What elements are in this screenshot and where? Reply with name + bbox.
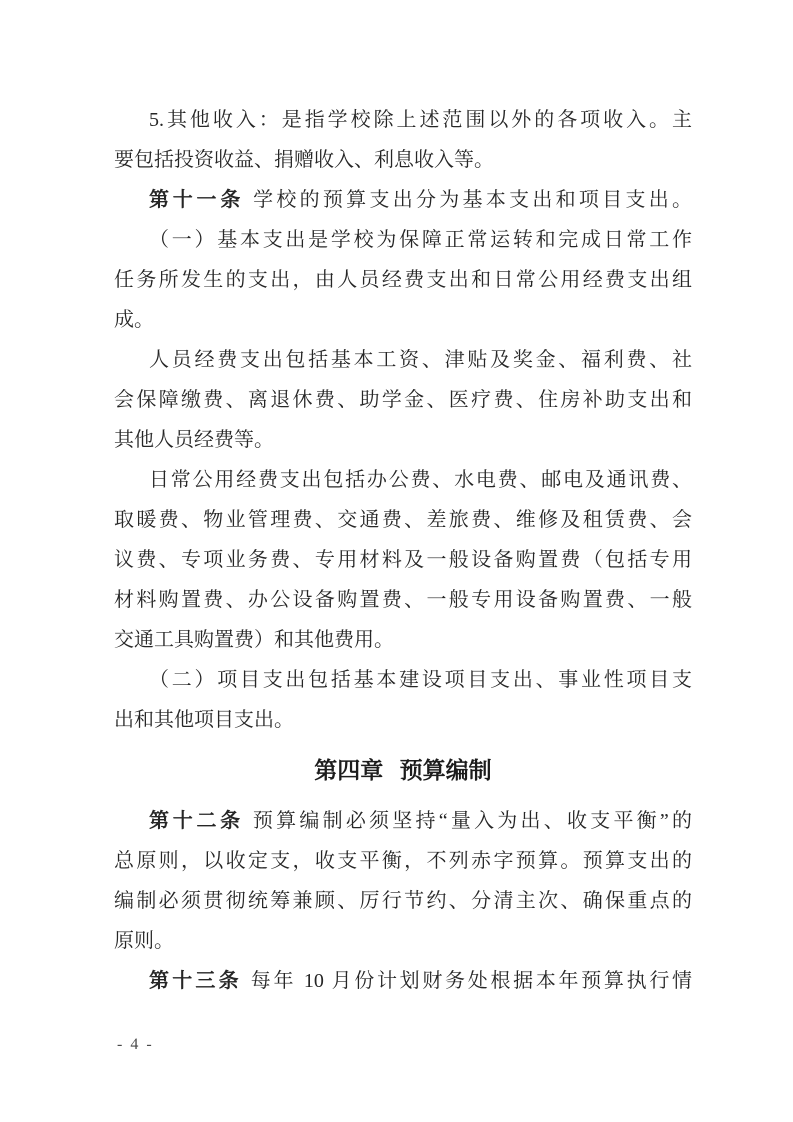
article-13-text: 每年 10 月份计划财务处根据本年预算执行情 (250, 970, 693, 992)
text-line-personnel-expense-3: 其他人员经费等。 (114, 429, 274, 451)
text-line-project-expense-2: 出和其他项目支出。 (114, 709, 294, 731)
text-line-basic-expense-2: 任务所发生的支出，由人员经费支出和日常公用经费支出组 (114, 269, 692, 291)
chapter-heading: 第四章 预算编制 (314, 757, 492, 783)
article-11-number: 第十一条 (149, 189, 245, 211)
text-line-basic-expense-3: 成。 (114, 309, 154, 331)
text-line-article-11 (114, 180, 692, 220)
text-line-daily-expense-1: 日常公用经费支出包括办公费、水电费、邮电及通讯费、 (149, 469, 692, 491)
text-line-project-expense-1: （二）项目支出包括基本建设项目支出、事业性项目支 (149, 669, 692, 691)
document-body (114, 100, 692, 1001)
text-line-article-12-3: 编制必须贯彻统筹兼顾、厉行节约、分清主次、确保重点的 (114, 890, 692, 912)
article-12-number: 第十二条 (149, 810, 244, 832)
text-line-other-income-1: 5.其他收入：是指学校除上述范围以外的各项收入。主 (149, 109, 692, 131)
text-line-basic-expense-1: （一）基本支出是学校为保障正常运转和完成日常工作 (149, 229, 692, 251)
article-11-text: 学校的预算支出分为基本支出和项目支出。 (253, 189, 693, 211)
article-12-text: 预算编制必须坚持“量入为出、收支平衡”的 (252, 810, 692, 832)
page-number: - 4 - (117, 1036, 154, 1053)
text-line-daily-expense-5: 交通工具购置费）和其他费用。 (114, 629, 394, 651)
text-line-article-13 (114, 961, 692, 1001)
text-line-personnel-expense-2: 会保障缴费、离退休费、助学金、医疗费、住房补助支出和 (114, 389, 692, 411)
text-line-article-12-2: 总原则，以收定支，收支平衡，不列赤字预算。预算支出的 (114, 850, 692, 872)
text-line-article-12-1 (114, 801, 692, 841)
text-line-other-income-2: 要包括投资收益、捐赠收入、利息收入等。 (114, 149, 494, 171)
text-line-article-12-4: 原则。 (114, 930, 174, 952)
text-line-daily-expense-4: 材料购置费、办公设备购置费、一般专用设备购置费、一般 (114, 589, 692, 611)
text-line-personnel-expense-1: 人员经费支出包括基本工资、津贴及奖金、福利费、社 (149, 349, 692, 371)
text-line-daily-expense-2: 取暖费、物业管理费、交通费、差旅费、维修及租赁费、会 (114, 509, 692, 531)
article-13-number: 第十三条 (149, 970, 242, 992)
text-line-daily-expense-3: 议费、专项业务费、专用材料及一般设备购置费（包括专用 (114, 549, 692, 571)
